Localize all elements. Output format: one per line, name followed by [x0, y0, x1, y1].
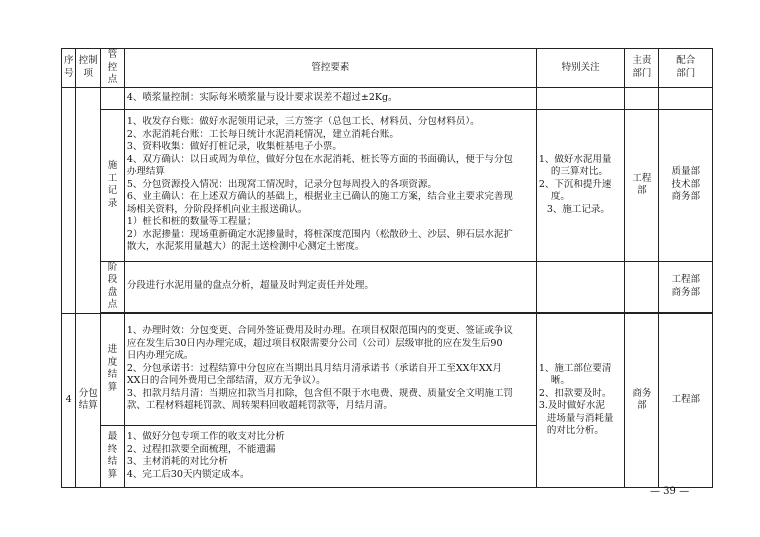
item-cell-empty — [76, 87, 101, 313]
table-row — [62, 109, 713, 261]
point-stage: 阶段 盘点 — [101, 261, 125, 312]
records-focus: 1、做好水泥用量 的三算对比。 2、下沉和提升速 度。 3、施工记录。 — [536, 109, 625, 261]
settlement-focus: 1、施工部位要清 晰。 2、扣款要及时。 3.及时做好水泥 进场量与消耗量 的对比分析。 — [536, 313, 625, 487]
table-row — [62, 313, 713, 425]
header-focus: 特别关注 — [536, 49, 625, 88]
header-coop: 配合 部门 — [659, 49, 713, 88]
point-cell-empty — [101, 87, 125, 109]
settlement-lead: 商务 部 — [625, 313, 659, 487]
records-text: 1、收发存台账：做好水泥领用记录，三方签字（总包工长、材料员、分包材料员）。 2、水泥消耗台账：工长每日统计水泥消耗情况，建立消耗台账。 3、资料收集：做好打桩记录，收集桩基电子小票。 4、双方确认：以日或周为单位，做好分包在水泥消耗、桩长等方面的书面确认，便于与分包 办理结算 5、分包资源投入情况：出现窝工情况时，记录分包每周投入的各项资源。 6、业主确认：在上述双方确认的基础上，根据业主已确认的施工方案，结合业主要求完善现 场相关资料，分阶段择机向业主报送确认。 1）桩长和桩的数量等工程量； 2）水泥掺量：现场重新确定水泥掺量时，将桩深度范围内（松散砂土、沙层、卵石层水泥扩 散大，水泥浆用量越大）的泥土送检测中心测定土密度。 — [124, 109, 536, 261]
point-final: 最终 结算 — [101, 425, 125, 487]
header-point: 管控 点 — [101, 49, 125, 88]
point-progress: 进度 结算 — [101, 313, 125, 425]
header-row — [62, 49, 713, 88]
stage-coop: 工程部 商务部 — [659, 261, 713, 312]
point-records: 施工 记录 — [101, 109, 125, 261]
records-coop: 质量部 技术部 商务部 — [659, 109, 713, 261]
page-number: — 39 — — [650, 486, 690, 497]
progress-text: 1、办理时效：分包变更、合同外签证费用及时办理。在项目权限范围内的变更、签证或争议 应在发生后30日内办理完成，超过项目权限需要分公司（公司）层级审批的应在发生后90 日内办理完成。 2、分包承诺书：过程结算中分包应在当期出具月结月清承诺书（承诺自开工至XX年XX月 XX日的合同外费用已全部结清，双方无争议）。 3、扣款月结月清：当期应扣款当月扣除，包含但不限于水电费、规费、质量安全文明施工罚 款、工程材料超耗罚款、周转架料回收超耗罚款等，月结月清。 — [124, 313, 536, 425]
records-lead: 工程 部 — [625, 109, 659, 261]
control-table — [61, 48, 713, 488]
header-seq: 序 号 — [62, 49, 76, 88]
header-lead: 主责 部门 — [625, 49, 659, 88]
header-elements: 管控要素 — [124, 49, 536, 88]
final-text: 1、做好分包专项工作的收支对比分析 2、过程扣款要全面梳理，不能遗漏 3、主材消耗的对比分析 4、完工后30天内锁定成本。 — [124, 425, 536, 487]
table-row — [62, 87, 713, 109]
seq-4: 4 — [62, 313, 76, 487]
grout-text: 4、喷浆量控制：实际每米喷浆量与设计要求误差不超过±2Kg。 — [124, 87, 536, 109]
stage-text: 分段进行水泥用量的盘点分析，超量及时判定责任并处理。 — [124, 261, 536, 312]
seq-cell-empty — [62, 87, 76, 313]
item-settlement: 分包 结算 — [76, 313, 101, 487]
settlement-coop: 工程部 — [659, 313, 713, 487]
table-row — [62, 261, 713, 312]
header-item: 控制 项 — [76, 49, 101, 88]
